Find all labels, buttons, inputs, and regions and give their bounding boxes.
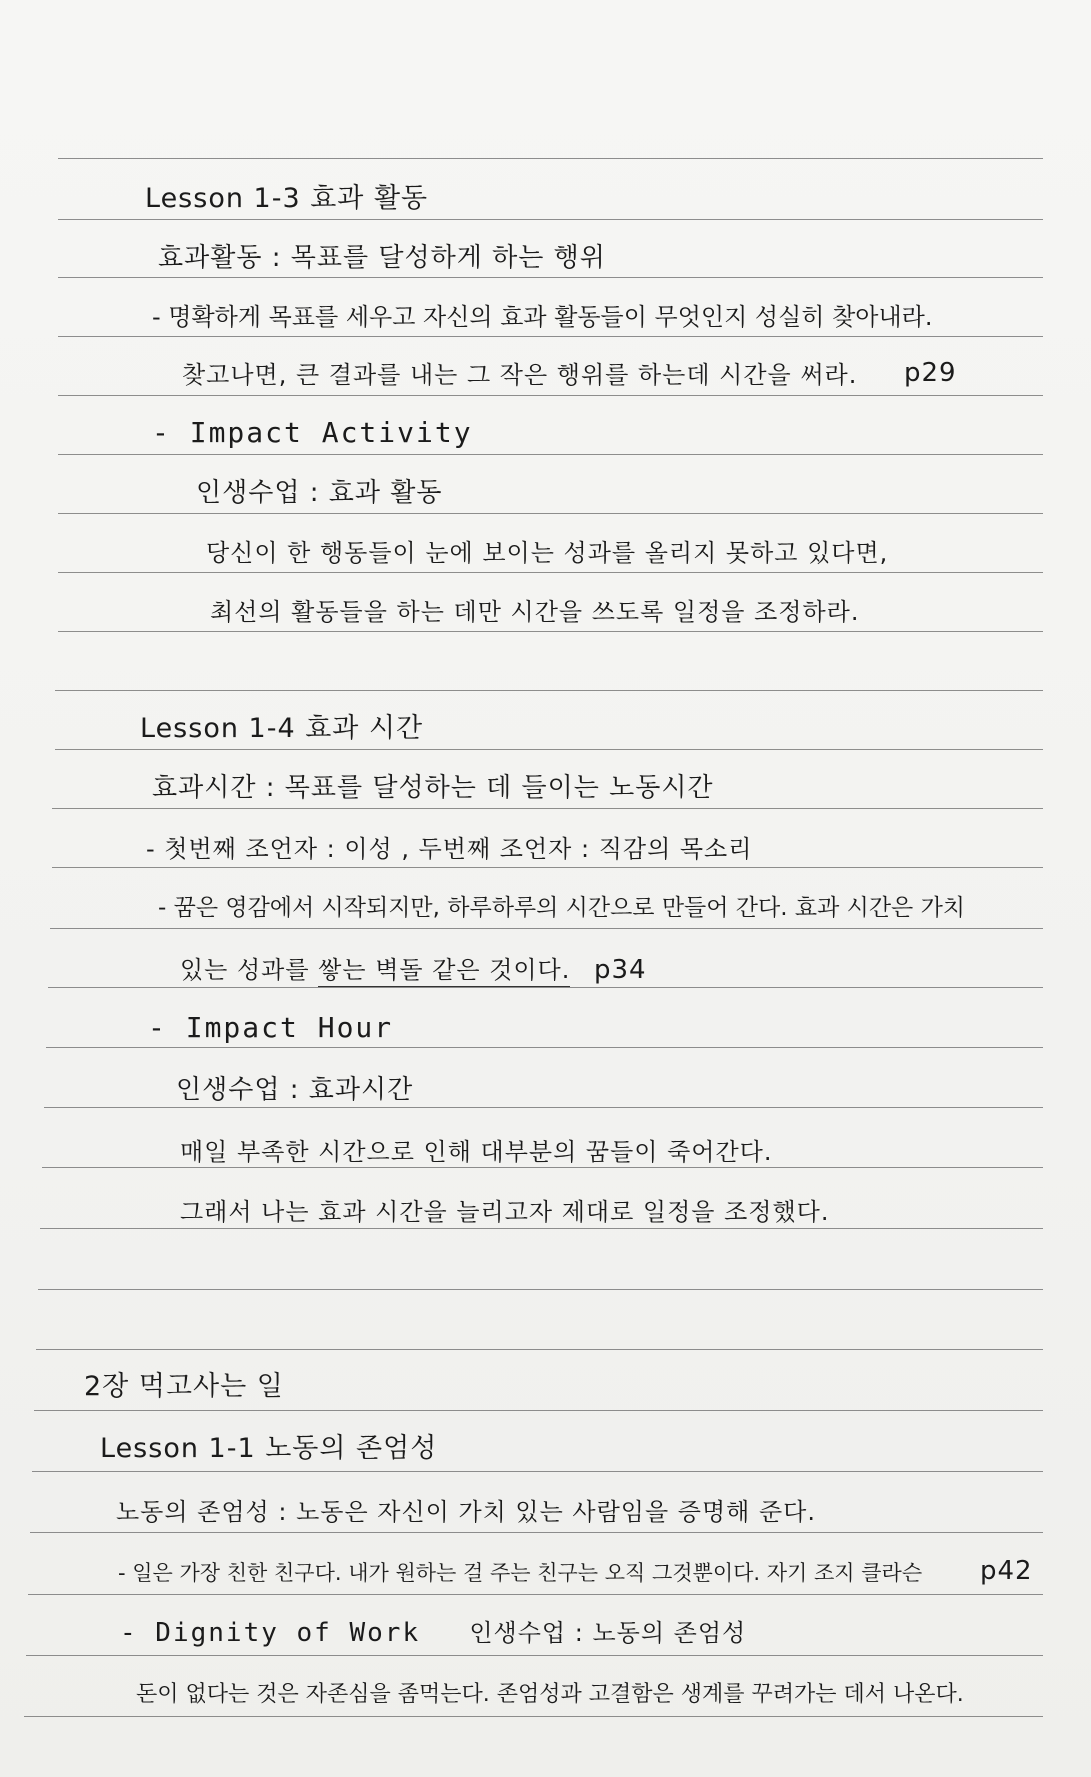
underlined-phrase: 쌓는 벽돌 같은 것이다.: [318, 956, 570, 984]
ruled-line: [36, 1349, 1043, 1350]
definition-line: 노동의 존엄성 : 노동은 자신이 가치 있는 사람임을 증명해 준다.: [116, 1498, 816, 1526]
note-line: 찾고나면, 큰 결과를 내는 그 작은 행위를 하는데 시간을 써라.: [182, 361, 858, 389]
chapter-heading: 2장 먹고사는 일: [84, 1371, 284, 1402]
note-line: 매일 부족한 시간으로 인해 대부분의 꿈들이 죽어간다.: [180, 1138, 773, 1166]
ruled-line: [50, 928, 1043, 929]
ruled-line: [58, 395, 1043, 396]
ruled-line: [58, 572, 1043, 573]
ruled-line: [30, 1532, 1043, 1533]
lesson-heading: Lesson 1-4 효과 시간: [140, 713, 424, 744]
ruled-line: [24, 1716, 1043, 1717]
ruled-line: [58, 336, 1043, 337]
english-term-line: - Impact Hour: [148, 1011, 394, 1044]
note-text: 있는 성과를: [180, 956, 310, 984]
ruled-line: [55, 690, 1043, 691]
ruled-line: [48, 987, 1043, 988]
note-line: - 명확하게 목표를 세우고 자신의 효과 활동들이 무엇인지 성실히 찾아내라.: [152, 303, 933, 331]
ruled-line: [58, 219, 1043, 220]
ruled-line: [44, 1107, 1043, 1108]
ruled-line: [42, 1167, 1043, 1168]
ruled-line: [52, 867, 1043, 868]
note-line: - 꿈은 영감에서 시작되지만, 하루하루의 시간으로 만들어 간다. 효과 시간은 가치: [158, 895, 966, 921]
lesson-label-line: 인생수업 : 효과 활동: [196, 478, 443, 508]
ruled-line: [55, 749, 1043, 750]
english-term: - Dignity of Work: [120, 1618, 421, 1648]
lesson-label: 인생수업 : 노동의 존엄성: [469, 1619, 747, 1647]
ruled-line: [58, 158, 1043, 159]
ruled-line: [58, 277, 1043, 278]
note-line: - 일은 가장 친한 친구다. 내가 원하는 걸 주는 친구는 오직 그것뿐이다. 자기 조지 클라슨: [118, 1561, 923, 1585]
page-reference: p42: [980, 1556, 1033, 1586]
ruled-line: [46, 1047, 1043, 1048]
ruled-line: [26, 1655, 1043, 1656]
lesson-heading: Lesson 1-1 노동의 존엄성: [100, 1433, 438, 1464]
note-line: 최선의 활동들을 하는 데만 시간을 쓰도록 일정을 조정하라.: [210, 598, 860, 626]
note-line: [180, 955, 570, 985]
ruled-line: [58, 454, 1043, 455]
note-line: 돈이 없다는 것은 자존심을 좀먹는다. 존엄성과 고결함은 생계를 꾸려가는 데서 나온다.: [136, 1682, 964, 1707]
definition-line: 효과활동 : 목표를 달성하게 하는 행위: [158, 243, 606, 273]
ruled-line: [40, 1228, 1043, 1229]
ruled-line: [28, 1594, 1043, 1595]
lesson-heading: Lesson 1-3 효과 활동: [145, 183, 429, 214]
note-line: 당신이 한 행동들이 눈에 보이는 성과를 올리지 못하고 있다면,: [206, 539, 889, 567]
lesson-label-line: 인생수업 : 효과시간: [176, 1075, 414, 1105]
definition-line: 효과시간 : 목표를 달성하는 데 들이는 노동시간: [152, 773, 714, 803]
note-line: - 첫번째 조언자 : 이성 , 두번째 조언자 : 직감의 목소리: [146, 835, 753, 863]
note-line: 그래서 나는 효과 시간을 늘리고자 제대로 일정을 조정했다.: [180, 1198, 830, 1226]
ruled-line: [58, 513, 1043, 514]
ruled-line: [58, 631, 1043, 632]
ruled-line: [52, 808, 1043, 809]
english-term-line: [120, 1618, 746, 1648]
ruled-line: [32, 1471, 1043, 1472]
ruled-line: [38, 1289, 1043, 1290]
page-reference: p29: [904, 358, 957, 388]
ruled-line: [34, 1410, 1043, 1411]
english-term-line: - Impact Activity: [152, 416, 473, 449]
page-reference: p34: [594, 955, 647, 985]
